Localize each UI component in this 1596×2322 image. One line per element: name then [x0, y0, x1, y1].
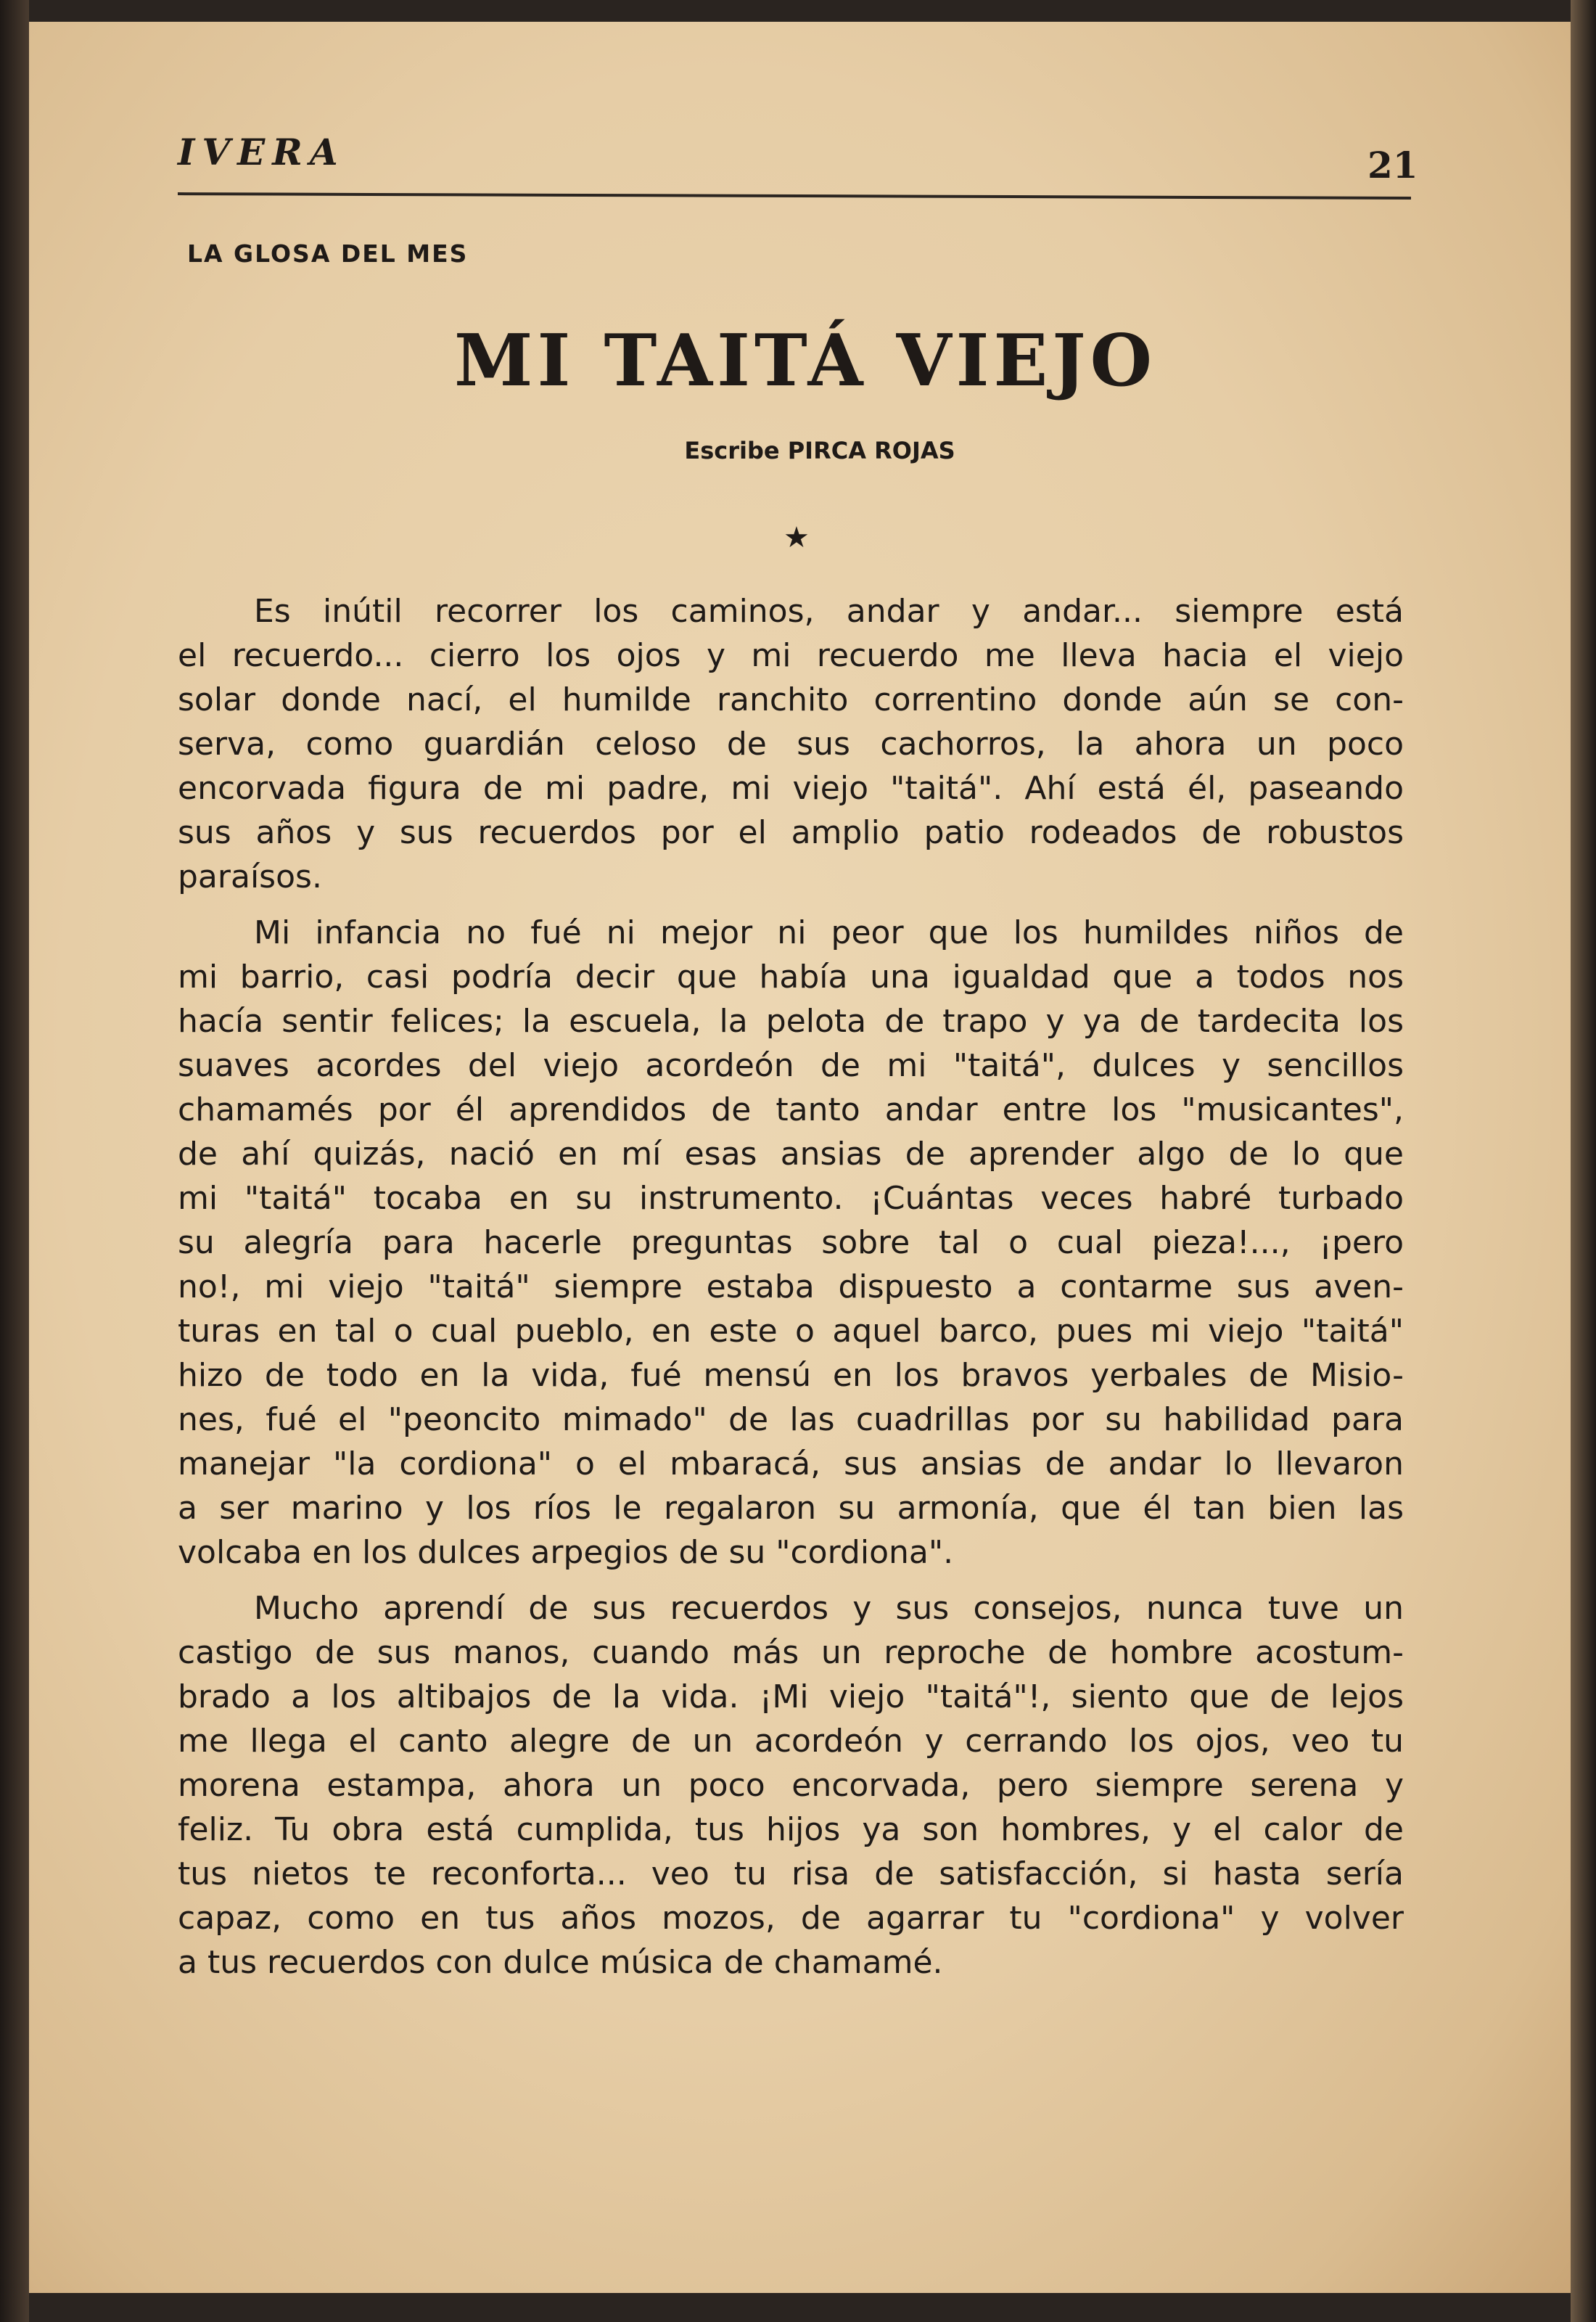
text-line: serva, como guardián celoso de sus cachorros, la ahora un poco	[178, 726, 1404, 763]
text-line: manejar "la cordiona" o el mbaracá, sus ansias de andar lo llevaron	[178, 1445, 1404, 1482]
paragraph	[178, 589, 1404, 899]
text-line: brado a los altibajos de la vida. ¡Mi viejo "taitá"!, siento que de lejos	[178, 1678, 1404, 1715]
text-line: volcaba en los dulces arpegios de su "cordiona".	[178, 1534, 954, 1571]
article-title: MI TAITÁ VIEJO	[454, 319, 1156, 403]
text-line: a ser marino y los ríos le regalaron su armonía, que él tan bien las	[178, 1490, 1404, 1527]
star-ornament-icon: ★	[783, 521, 810, 554]
text-line: solar donde nací, el humilde ranchito correntino donde aún se con-	[178, 681, 1404, 718]
text-line: capaz, como en tus años mozos, de agarrar tu "cordiona" y volver	[178, 1900, 1404, 1937]
text-line: Es inútil recorrer los caminos, andar y andar... siempre está	[254, 593, 1404, 630]
text-line: me llega el canto alegre de un acordeón y cerrando los ojos, veo tu	[178, 1723, 1404, 1760]
text-line: Mi infancia no fué ni mejor ni peor que los humildes niños de	[254, 914, 1404, 951]
text-line: castigo de sus manos, cuando más un reproche de hombre acostum-	[178, 1634, 1404, 1671]
text-line: paraísos.	[178, 858, 322, 895]
text-line: a tus recuerdos con dulce música de chamamé.	[178, 1944, 943, 1981]
text-line: tus nietos te reconforta... veo tu risa de satisfacción, si hasta sería	[178, 1855, 1404, 1892]
text-line: su alegría para hacerle preguntas sobre tal o cual pieza!..., ¡pero	[178, 1224, 1404, 1261]
text-line: nes, fué el "peoncito mimado" de las cuadrillas por su habilidad para	[178, 1401, 1404, 1438]
text-line: mi "taitá" tocaba en su instrumento. ¡Cuántas veces habré turbado	[178, 1180, 1404, 1217]
text-line: turas en tal o cual pueblo, en este o aquel barco, pues mi viejo "taitá"	[178, 1313, 1404, 1350]
text-line: hacía sentir felices; la escuela, la pelota de trapo y ya de tardecita los	[178, 1003, 1404, 1040]
page-number: 21	[1367, 144, 1418, 186]
text-line: Mucho aprendí de sus recuerdos y sus consejos, nunca tuve un	[254, 1590, 1404, 1627]
text-line: sus años y sus recuerdos por el amplio patio rodeados de robustos	[178, 814, 1404, 851]
text-line: encorvada figura de mi padre, mi viejo "taitá". Ahí está él, paseando	[178, 770, 1404, 807]
text-line: morena estampa, ahora un poco encorvada, pero siempre serena y	[178, 1767, 1404, 1804]
byline: Escribe PIRCA ROJAS	[684, 437, 955, 464]
running-header-magazine: IVERA	[178, 131, 345, 173]
text-line: hizo de todo en la vida, fué mensú en los bravos yerbales de Misio-	[178, 1357, 1404, 1394]
paragraph	[178, 911, 1404, 1575]
text-line: suaves acordes del viejo acordeón de mi "taitá", dulces y sencillos	[178, 1047, 1404, 1084]
text-line: mi barrio, casi podría decir que había una igualdad que a todos nos	[178, 959, 1404, 996]
article-body	[178, 589, 1404, 1996]
section-label: LA GLOSA DEL MES	[187, 239, 469, 268]
paragraph	[178, 1586, 1404, 1985]
text-line: chamamés por él aprendidos de tanto andar entre los "musicantes",	[178, 1091, 1404, 1128]
text-line: feliz. Tu obra está cumplida, tus hijos ya son hombres, y el calor de	[178, 1811, 1404, 1848]
text-line: no!, mi viejo "taitá" siempre estaba dispuesto a contarme sus aven-	[178, 1268, 1404, 1305]
text-line: de ahí quizás, nació en mí esas ansias de aprender algo de lo que	[178, 1136, 1404, 1173]
text-line: el recuerdo... cierro los ojos y mi recuerdo me lleva hacia el viejo	[178, 637, 1404, 674]
